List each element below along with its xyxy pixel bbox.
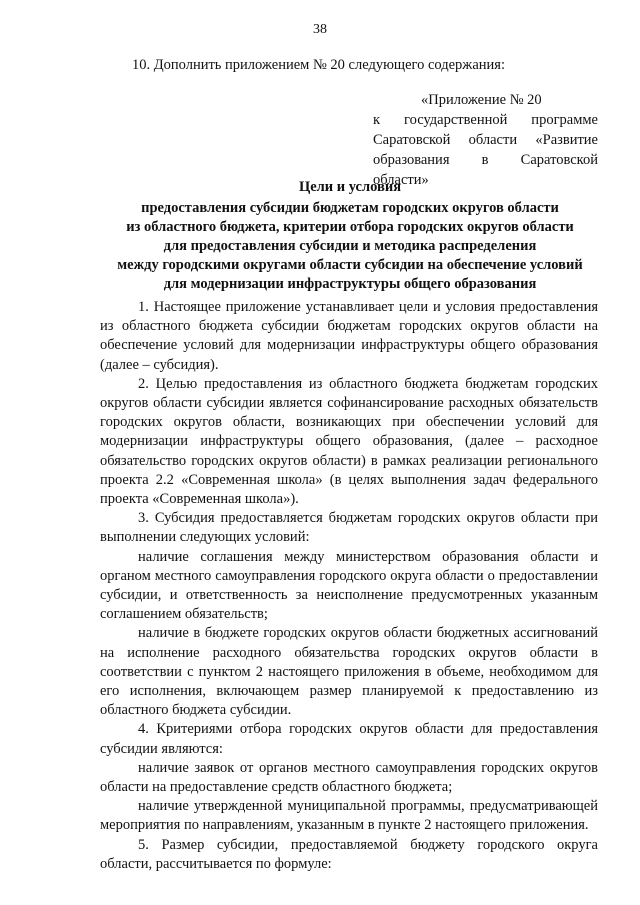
title-line: между городскими округами области субсидии на обеспечение условий	[117, 257, 583, 273]
paragraph: наличие утвержденной муниципальной программы, предусматривающей мероприятия по направлениям, указанным в пункте 2 настоящего приложения.	[100, 798, 598, 834]
paragraph: 1. Настоящее приложение устанавливает цели и условия предоставления из областного бюджета субсидии бюджетам городских округов области на обеспечение условий для модернизации инфраструктуры общего образования (далее – субсидия).	[100, 299, 598, 373]
appendix-ref-title: «Приложение № 20	[421, 92, 542, 108]
paragraph: 3. Субсидия предоставляется бюджетам городских округов области при выполнении следующих условий:	[100, 510, 598, 546]
intro-line: 10. Дополнить приложением № 20 следующего содержания:	[132, 57, 505, 73]
title-line: для предоставления субсидии и методика распределения	[163, 238, 537, 254]
appendix-ref-text: к государственной программе Саратовской области «Развитие образования в Саратовской области»	[373, 112, 598, 188]
title-line: из областного бюджета, критерии отбора городских округов области	[126, 219, 574, 235]
title-main: Цели и условия	[298, 179, 402, 195]
title-line: для модернизации инфраструктуры общего образования	[163, 276, 537, 292]
page-number: 38	[313, 22, 327, 37]
paragraph: 2. Целью предоставления из областного бюджета бюджетам городских округов области субсидии является софинансирование расходных обязательств городских округов области, возникающих при обеспечении условий для модернизации инфраструктуры общего образования, (далее – расходное обязательство городских округов области) в рамках реализации регионального проекта 2.2 «Современная школа» (в целях выполнения задач федерального проекта «Современная школа»).	[100, 375, 598, 508]
paragraph: наличие в бюджете городских округов области бюджетных ассигнований на исполнение расходного обязательства городских округов области в соответствии с пунктом 2 настоящего приложения в объеме, необходимом для его исполнения, включающем размер планируемой к предоставлению из областного бюджета субсидии.	[100, 625, 598, 719]
paragraph: 4. Критериями отбора городских округов области для предоставления субсидии являются:	[100, 721, 598, 757]
title-line: предоставления субсидии бюджетам городских округов области	[141, 200, 559, 216]
paragraph: наличие заявок от органов местного самоуправления городских округов области на предоставление средств областного бюджета;	[100, 759, 598, 796]
appendix-reference	[373, 90, 598, 190]
document-title	[60, 178, 640, 294]
paragraph: наличие соглашения между министерством образования области и органом местного самоуправления городского округа области о предоставлении субсидии, и ответственность за неисполнение предусмотренных указанным соглашением обязательств;	[100, 548, 598, 623]
document-body	[100, 298, 598, 874]
paragraph: 5. Размер субсидии, предоставляемой бюджету городского округа области, рассчитывается по формуле:	[100, 836, 598, 872]
